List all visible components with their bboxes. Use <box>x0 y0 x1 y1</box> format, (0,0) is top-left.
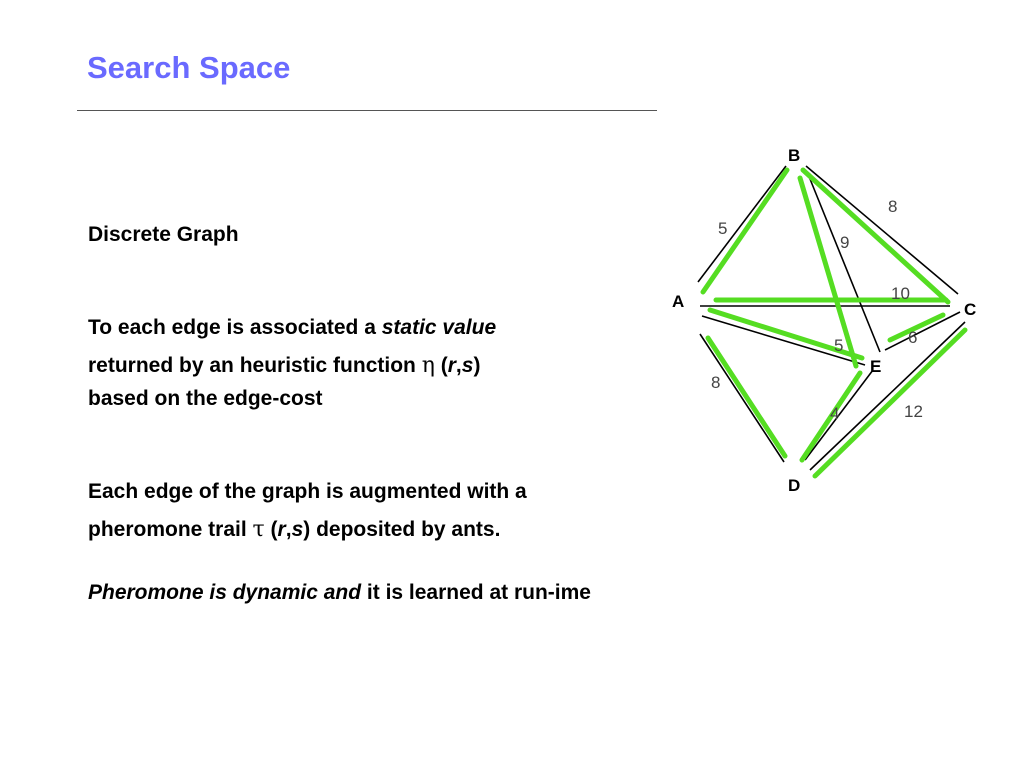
title-divider <box>77 110 657 111</box>
pheromone-line2-suffix: ) deposited by ants. <box>303 518 501 541</box>
tau-s: s <box>291 518 304 541</box>
tau-paren-open: ( <box>264 518 278 541</box>
weight-a-c: 10 <box>891 284 910 303</box>
node-b: B <box>788 146 801 165</box>
eta-paren-close: ) <box>473 354 481 377</box>
pheromone-line-2 <box>88 519 500 541</box>
dynamic-emphasis: Pheromone is dynamic and <box>88 581 362 604</box>
trail-a-d <box>708 338 785 456</box>
weight-d-e: 4 <box>830 404 840 423</box>
tau-symbol: τ <box>252 517 265 542</box>
static-value-line-3: based on the edge-cost <box>88 387 323 410</box>
weight-a-b: 5 <box>718 219 728 238</box>
weight-b-c: 8 <box>888 197 898 216</box>
trail-b-c <box>803 170 948 302</box>
node-a: A <box>672 292 685 311</box>
eta-r: r <box>447 354 456 377</box>
edge-a-d <box>700 334 784 462</box>
weight-e-c: 6 <box>908 328 918 347</box>
graph-heading: Discrete Graph <box>88 223 239 246</box>
trail-a-b <box>703 170 787 292</box>
dynamic-rest: it is learned at run-ime <box>361 581 591 604</box>
static-value-line-2 <box>88 355 480 377</box>
eta-symbol: η <box>421 353 435 378</box>
weight-b-e: 9 <box>840 233 850 252</box>
edge-a-b <box>698 166 786 282</box>
tau-comma: , <box>285 518 292 541</box>
search-graph <box>660 140 1000 510</box>
dynamic-line <box>88 582 591 603</box>
pheromone-trails <box>703 170 965 476</box>
eta-paren-open: ( <box>434 354 448 377</box>
weight-a-d: 8 <box>711 373 721 392</box>
eta-s: s <box>461 354 474 377</box>
node-d: D <box>788 476 801 495</box>
node-e: E <box>870 357 882 376</box>
tau-r: r <box>277 518 286 541</box>
static-value-line-1 <box>88 317 496 338</box>
eta-comma: , <box>455 354 462 377</box>
node-c: C <box>964 300 977 319</box>
static-value-emphasis: static value <box>381 316 497 339</box>
static-line2-text: returned by an heuristic function <box>88 354 422 377</box>
pheromone-line-1: Each edge of the graph is augmented with a <box>88 480 527 503</box>
static-line1-text: To each edge is associated a <box>88 316 382 339</box>
pheromone-line2-text: pheromone trail <box>88 518 253 541</box>
weight-a-e: 5 <box>834 336 844 355</box>
slide-title: Search Space <box>87 50 291 85</box>
weight-d-c: 12 <box>904 402 923 421</box>
